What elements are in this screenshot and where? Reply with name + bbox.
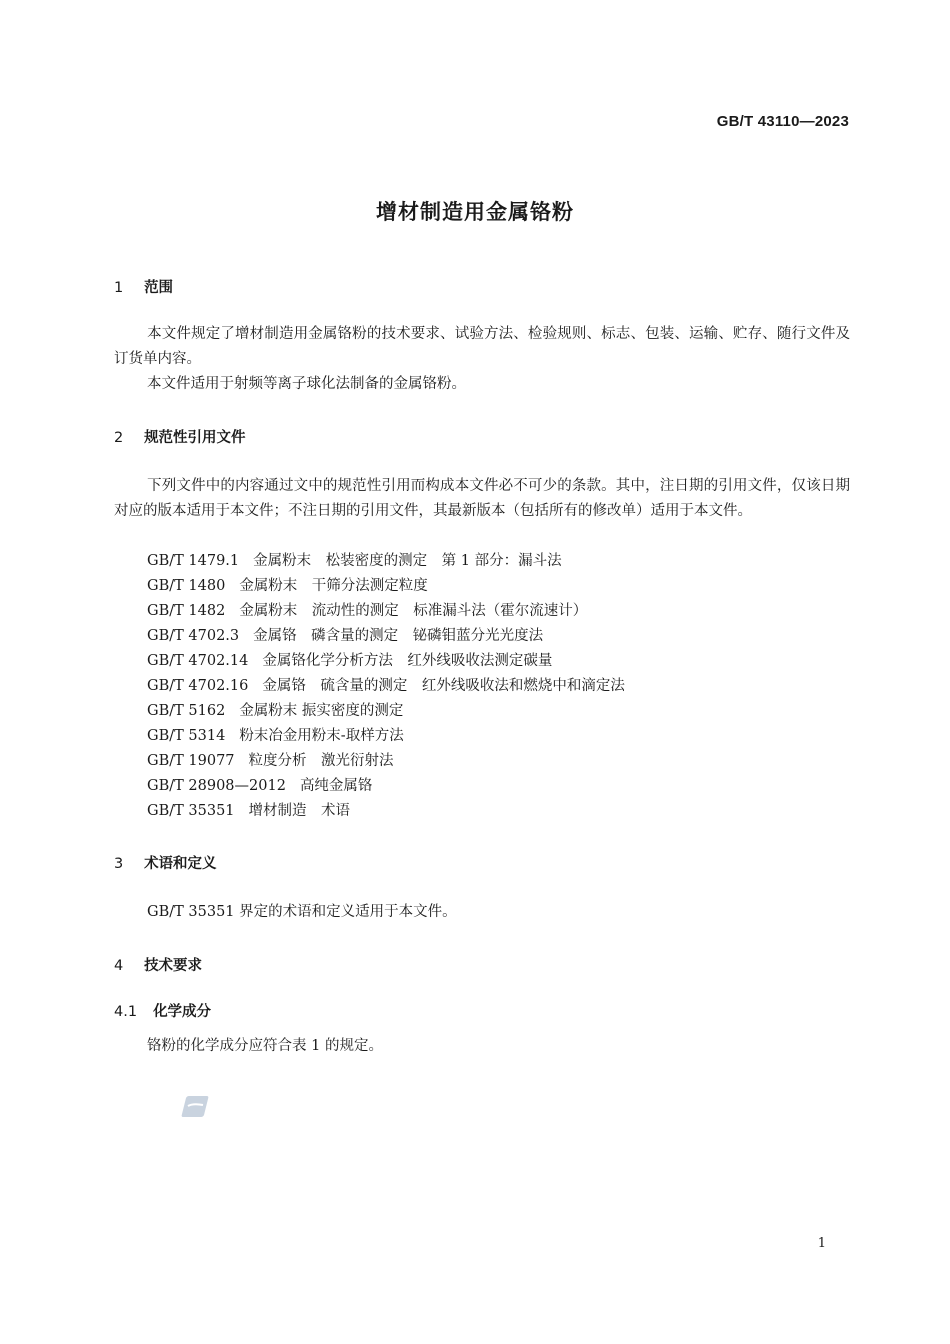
section-title: 技术要求 <box>144 958 203 974</box>
reference-item <box>147 799 625 824</box>
section-number: 1 <box>114 280 124 296</box>
section-number: 4 <box>114 958 124 974</box>
sac-logo-icon <box>181 1094 209 1118</box>
reference-code: GB/T 1479.1 <box>147 553 240 569</box>
section-heading-terms <box>114 852 217 873</box>
subsection-heading-chemical-composition <box>114 1000 211 1021</box>
reference-title: 金属铬 磷含量的测定 铋磷钼蓝分光光度法 <box>253 628 544 644</box>
reference-code: GB/T 28908—2012 <box>147 778 286 794</box>
reference-code: GB/T 19077 <box>147 753 235 769</box>
scope-paragraph-2: 本文件适用于射频等离子球化法制备的金属铬粉。 <box>147 376 466 392</box>
terms-paragraph: GB/T 35351 界定的术语和定义适用于本文件。 <box>147 904 457 920</box>
standard-code: GB/T 43110—2023 <box>716 113 849 130</box>
reference-title: 金属粉末 松装密度的测定 第 1 部分：漏斗法 <box>253 553 562 569</box>
section-title: 范围 <box>144 280 174 296</box>
reference-item <box>147 624 625 649</box>
section-title: 化学成分 <box>153 1004 212 1020</box>
normative-intro-paragraph: 下列文件中的内容通过文中的规范性引用而构成本文件必不可少的条款。其中，注日期的引用文件，仅该日期对应的版本适用于本文件；不注日期的引用文件，其最新版本（包括所有的修改单）适用于本文件。 <box>114 478 850 519</box>
reference-item <box>147 774 625 799</box>
reference-title: 金属铬 硫含量的测定 红外线吸收法和燃烧中和滴定法 <box>262 678 625 694</box>
reference-item <box>147 649 625 674</box>
scope-paragraph-1: 本文件规定了增材制造用金属铬粉的技术要求、试验方法、检验规则、标志、包装、运输、贮存、随行文件及订货单内容。 <box>114 326 850 367</box>
page-number: 1 <box>817 1236 826 1251</box>
reference-code: GB/T 1480 <box>147 578 226 594</box>
reference-title: 增材制造 术语 <box>248 803 351 819</box>
reference-code: GB/T 5314 <box>147 728 226 744</box>
reference-title: 粒度分析 激光衍射法 <box>248 753 394 769</box>
section-title: 术语和定义 <box>144 856 217 872</box>
reference-item <box>147 674 625 699</box>
reference-title: 金属粉末 干筛分法测定粒度 <box>239 578 428 594</box>
reference-code: GB/T 1482 <box>147 603 226 619</box>
reference-item <box>147 699 625 724</box>
section-number: 4.1 <box>114 1004 138 1020</box>
reference-code: GB/T 4702.14 <box>147 653 249 669</box>
reference-title: 粉末冶金用粉末-取样方法 <box>239 728 404 744</box>
reference-code: GB/T 5162 <box>147 703 226 719</box>
reference-code: GB/T 4702.16 <box>147 678 249 694</box>
reference-item <box>147 549 625 574</box>
reference-title: 高纯金属铬 <box>299 778 373 794</box>
reference-code: GB/T 4702.3 <box>147 628 240 644</box>
section-heading-normative-references <box>114 426 246 447</box>
section-number: 2 <box>114 430 124 446</box>
reference-item <box>147 574 625 599</box>
document-title: 增材制造用金属铬粉 <box>376 200 574 224</box>
section-title: 规范性引用文件 <box>144 430 246 446</box>
reference-title: 金属粉末 振实密度的测定 <box>239 703 404 719</box>
reference-list <box>147 549 625 824</box>
reference-title: 金属粉末 流动性的测定 标准漏斗法（霍尔流速计） <box>239 603 588 619</box>
chemistry-paragraph: 铬粉的化学成分应符合表 1 的规定。 <box>147 1038 383 1054</box>
reference-item <box>147 749 625 774</box>
reference-title: 金属铬化学分析方法 红外线吸收法测定碳量 <box>262 653 553 669</box>
section-number: 3 <box>114 856 124 872</box>
reference-item <box>147 724 625 749</box>
section-heading-technical-requirements <box>114 954 202 975</box>
section-heading-scope <box>114 276 173 297</box>
reference-item <box>147 599 625 624</box>
reference-code: GB/T 35351 <box>147 803 235 819</box>
